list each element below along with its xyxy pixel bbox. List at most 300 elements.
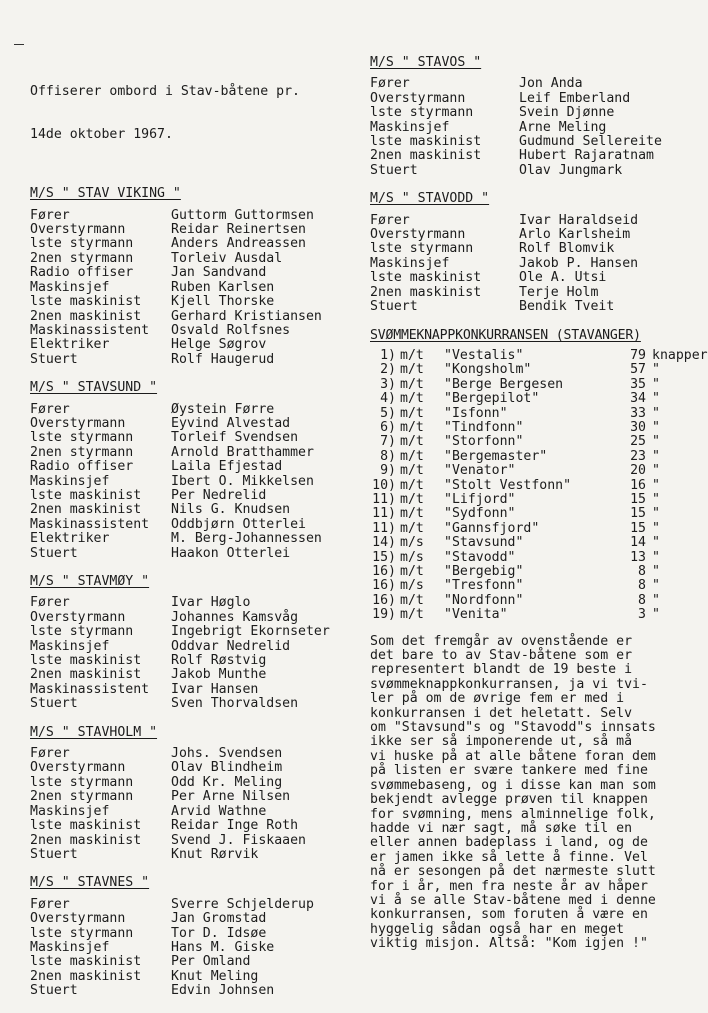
crew-row (30, 819, 360, 833)
ranking-row (370, 464, 692, 478)
crew-name: Gudmund Sellereite (519, 134, 662, 150)
crew-role: Stuert (30, 351, 78, 367)
crew-role: Overstyrmann (30, 222, 126, 238)
left-ship-list (30, 187, 360, 998)
crew-row (370, 214, 692, 228)
ranking-row (370, 551, 692, 565)
rank-number: 2) (380, 362, 396, 378)
vessel-type: m/s (400, 535, 424, 551)
ship-title: M/S " STAV VIKING " (30, 186, 181, 202)
crew-row (30, 518, 360, 532)
crew-role: Stuert (30, 846, 78, 862)
count-unit: " (652, 376, 660, 392)
crew-name: Jan Gromstad (171, 911, 267, 927)
ship-title: M/S " STAVNES " (30, 875, 150, 891)
crew-name: Per Omland (171, 954, 251, 970)
ship-title: M/S " STAVODD " (370, 191, 490, 207)
crew-role: lste styrmann (30, 925, 134, 941)
crew-name: Per Nedrelid (171, 487, 267, 503)
ranking-row (370, 347, 708, 363)
ranking-row (370, 479, 692, 493)
ranking-row (370, 608, 692, 622)
crew-name: Rolf Haugerud (171, 351, 275, 367)
count-unit: " (652, 564, 660, 579)
crew-role: 2nen maskinist (30, 968, 142, 984)
button-count: 33 (630, 405, 646, 421)
margin-dash (14, 44, 24, 45)
crew-role: 2nen maskinist (30, 832, 142, 848)
ship-name: "Stolt Vestfonn" (444, 477, 572, 493)
crew-role: Overstyrmann (30, 760, 126, 776)
crew-name: Per Arne Nilsen (171, 789, 291, 805)
count-unit: " (652, 607, 660, 623)
vessel-type: m/t (400, 405, 424, 421)
vessel-type: m/t (400, 463, 424, 479)
crew-row (30, 431, 360, 445)
crew-row (30, 654, 360, 668)
paragraph-line: konkurransen i det heletatt. Selv (370, 705, 633, 721)
crew-role: 2nen maskinist (370, 284, 482, 300)
count-unit: " (652, 391, 660, 407)
crew-row (30, 324, 360, 338)
crew-role: lste styrmann (30, 624, 134, 640)
button-count: 79 (630, 347, 646, 363)
rank-number: 16) (372, 564, 396, 579)
button-count: 3 (638, 607, 646, 623)
crew-row (370, 257, 692, 271)
ship-name: "Tindfonn" (444, 419, 524, 435)
button-count: 57 (630, 362, 646, 378)
vessel-type: m/t (400, 564, 424, 579)
count-unit: " (652, 362, 660, 378)
crew-name: Knut Rørvik (171, 846, 259, 862)
ship-name: "Sydfonn" (444, 506, 516, 522)
paragraph-line: eller annen badeplass i land, og de (370, 835, 648, 851)
crew-name: Knut Meling (171, 968, 259, 984)
rank-number: 19) (372, 607, 396, 623)
crew-row (30, 252, 360, 266)
ship-section (30, 187, 360, 367)
crew-row (370, 92, 692, 106)
crew-name: Johannes Kamsvåg (171, 609, 299, 625)
vessel-type: m/t (400, 391, 424, 407)
crew-name: Tor D. Idsøe (171, 925, 267, 941)
crew-name: Torleif Svendsen (171, 430, 299, 446)
button-count: 15 (630, 491, 646, 507)
paragraph-line: representert blandt de 19 beste i (370, 662, 633, 678)
vessel-type: m/s (400, 578, 424, 594)
crew-name: Reidar Inge Roth (171, 818, 299, 834)
crew-role: Fører (30, 746, 70, 762)
crew-row (30, 503, 360, 517)
rank-number: 15) (372, 549, 396, 565)
ranking-row (370, 450, 692, 464)
paragraph-line: nå er sesongen på det nærmeste slutt (370, 864, 656, 880)
count-unit: " (652, 448, 660, 464)
ranking-row (370, 363, 692, 377)
rank-number: 1) (380, 347, 396, 363)
crew-row (370, 300, 692, 314)
crew-name: Ruben Karlsen (171, 279, 275, 295)
rank-number: 9) (380, 463, 396, 479)
ranking-row (370, 536, 692, 550)
paragraph-line: på listen er svære tankere med fine (370, 763, 648, 779)
crew-name: Ibert O. Mikkelsen (171, 473, 314, 489)
crew-role: 2nen maskinist (30, 502, 142, 518)
crew-name: Laila Efjestad (171, 459, 283, 475)
ship-section (30, 575, 360, 712)
crew-name: Bendik Tveit (519, 299, 615, 315)
rank-number: 4) (380, 391, 396, 407)
crew-role: 2nen styrmann (30, 789, 134, 805)
crew-role: Stuert (30, 696, 78, 712)
crew-name: Terje Holm (519, 284, 599, 300)
crew-name: Arvid Wathne (171, 803, 267, 819)
crew-role: lste maskinist (30, 294, 142, 310)
ranking-row (370, 579, 692, 593)
count-unit: " (652, 549, 660, 565)
crew-row (30, 403, 360, 417)
crew-row (30, 927, 360, 941)
paragraph-line: Som det fremgår av ovenstående er (370, 633, 633, 649)
crew-row (370, 149, 692, 163)
crew-row (30, 532, 360, 546)
crew-row (30, 266, 360, 280)
crew-name: Svend J. Fiskaaen (171, 832, 306, 848)
ship-title: M/S " STAVSUND " (30, 380, 158, 396)
crew-row (30, 489, 360, 503)
rank-number: 11) (372, 520, 396, 536)
rank-number: 11) (372, 491, 396, 507)
crew-role: Radio offiser (30, 265, 134, 281)
crew-role: Stuert (370, 162, 418, 178)
crew-row (370, 106, 692, 120)
button-count: 35 (630, 376, 646, 392)
crew-row (30, 625, 360, 639)
vessel-type: m/t (400, 520, 424, 536)
paragraph-line: svømmebaseng, og i disse kan man som (370, 777, 656, 793)
crew-row (370, 135, 692, 149)
button-count: 23 (630, 448, 646, 464)
ship-name: "Bergemaster" (444, 448, 548, 464)
crew-name: Haakon Otterlei (171, 545, 291, 561)
crew-role: Overstyrmann (30, 609, 126, 625)
intro-line: 14de oktober 1967. (30, 127, 173, 143)
crew-row (30, 310, 360, 324)
crew-name: Ingebrigt Ekornseter (171, 624, 330, 640)
crew-role: lste maskinist (30, 954, 142, 970)
ship-section (370, 56, 692, 178)
crew-row (30, 747, 360, 761)
crew-name: Odd Kr. Meling (171, 774, 283, 790)
crew-name: Arnold Bratthammer (171, 444, 314, 460)
contest-ranking (370, 347, 708, 623)
count-unit: " (652, 463, 660, 479)
crew-role: Overstyrmann (370, 227, 466, 243)
crew-row (30, 446, 360, 460)
crew-row (370, 286, 692, 300)
ship-name: "Stavsund" (444, 535, 524, 551)
crew-role: lste styrmann (30, 236, 134, 252)
vessel-type: m/t (400, 477, 424, 493)
crew-role: Elektriker (30, 531, 110, 547)
button-count: 34 (630, 391, 646, 407)
crew-row (30, 834, 360, 848)
crew-name: Ivar Høglo (171, 595, 251, 611)
right-ship-list (370, 56, 692, 315)
paragraph-line: vi huske på at alle båtene foran dem (370, 748, 656, 764)
crew-row (30, 295, 360, 309)
crew-row (30, 941, 360, 955)
paragraph-line: konkurransen, som foruten å være en (370, 907, 648, 923)
crew-role: 2nen maskinist (370, 148, 482, 164)
intro-line: Offiserer ombord i Stav-båtene pr. (30, 83, 300, 99)
ranking-row (370, 565, 692, 579)
crew-name: Eyvind Alvestad (171, 415, 291, 431)
button-count: 8 (638, 578, 646, 594)
paragraph-line: hyggelig sådan også har en meget (370, 921, 625, 937)
crew-name: Reidar Reinertsen (171, 222, 306, 238)
crew-row (370, 121, 692, 135)
crew-name: Øystein Førre (171, 401, 275, 417)
count-unit: " (652, 506, 660, 522)
crew-role: Overstyrmann (30, 415, 126, 431)
button-count: 13 (630, 549, 646, 565)
vessel-type: m/s (400, 549, 424, 565)
crew-row (30, 237, 360, 251)
paragraph-line: viktig misjon. Altså: "Kom igjen !" (370, 936, 648, 952)
crew-name: Gerhard Kristiansen (171, 308, 322, 324)
ranking-row (370, 493, 692, 507)
crew-row (30, 353, 360, 367)
rank-number: 16) (372, 578, 396, 594)
crew-row (30, 912, 360, 926)
button-count: 15 (630, 506, 646, 522)
crew-role: Maskinassistent (30, 322, 150, 338)
button-count: 15 (630, 520, 646, 536)
crew-role: Fører (370, 76, 410, 92)
paragraph-line: ler på om de øvrige fem er med i (370, 691, 625, 707)
crew-row (30, 898, 360, 912)
right-column (370, 55, 708, 952)
vessel-type: m/t (400, 347, 424, 363)
crew-row (30, 209, 360, 223)
crew-name: Ole A. Utsi (519, 270, 607, 286)
vessel-type: m/t (400, 362, 424, 378)
vessel-type: m/t (400, 607, 424, 623)
crew-name: Sven Thorvaldsen (171, 696, 299, 712)
crew-role: Maskinsjef (370, 119, 450, 135)
ship-name: "Stavodd" (444, 549, 516, 565)
crew-role: Overstyrmann (30, 911, 126, 927)
button-count: 8 (638, 564, 646, 579)
crew-name: Hubert Rajaratnam (519, 148, 654, 164)
crew-role: Fører (370, 212, 410, 228)
count-unit: " (652, 434, 660, 450)
vessel-type: m/t (400, 434, 424, 450)
crew-role: Fører (30, 896, 70, 912)
crew-row (30, 223, 360, 237)
ship-name: "Venator" (444, 463, 516, 479)
crew-name: Kjell Thorske (171, 294, 275, 310)
left-column (30, 56, 360, 1013)
ship-name: "Storfonn" (444, 434, 524, 450)
rank-number: 6) (380, 419, 396, 435)
crew-row (30, 596, 360, 610)
ship-section (30, 726, 360, 863)
crew-role: 2nen styrmann (30, 250, 134, 266)
crew-row (30, 460, 360, 474)
crew-role: Stuert (30, 545, 78, 561)
rank-number: 7) (380, 434, 396, 450)
crew-name: Guttorm Guttormsen (171, 207, 314, 223)
rank-number: 8) (380, 448, 396, 464)
vessel-type: m/t (400, 592, 424, 608)
count-unit: " (652, 535, 660, 551)
button-count: 14 (630, 535, 646, 551)
rank-number: 14) (372, 535, 396, 551)
crew-row (30, 683, 360, 697)
crew-role: lste maskinist (370, 270, 482, 286)
crew-role: Maskinsjef (370, 255, 450, 271)
crew-row (30, 805, 360, 819)
crew-name: Jon Anda (519, 76, 583, 92)
crew-name: Rolf Røstvig (171, 653, 267, 669)
crew-role: Stuert (30, 983, 78, 999)
crew-role: Maskinsjef (30, 279, 110, 295)
count-unit: " (652, 477, 660, 493)
crew-name: Arlo Karlsheim (519, 227, 631, 243)
crew-role: lste maskinist (30, 818, 142, 834)
button-count: 20 (630, 463, 646, 479)
button-count: 30 (630, 419, 646, 435)
crew-row (30, 848, 360, 862)
crew-row (30, 984, 360, 998)
crew-row (370, 242, 692, 256)
crew-row (30, 281, 360, 295)
crew-name: Sverre Schjelderup (171, 896, 314, 912)
ranking-row (370, 378, 692, 392)
crew-role: Maskinsjef (30, 473, 110, 489)
ship-section (370, 192, 692, 314)
crew-name: Jakob P. Hansen (519, 255, 639, 271)
crew-row (30, 955, 360, 969)
crew-row (30, 547, 360, 561)
crew-row (30, 790, 360, 804)
count-unit: " (652, 578, 660, 594)
crew-name: Olav Jungmark (519, 162, 623, 178)
ship-name: "Lifjord" (444, 491, 516, 507)
rank-number: 16) (372, 592, 396, 608)
intro-text (30, 56, 360, 171)
crew-row (30, 640, 360, 654)
crew-name: Svein Djønne (519, 105, 615, 121)
ship-name: "Venita" (444, 607, 508, 623)
ship-name: "Isfonn" (444, 405, 508, 421)
crew-name: Ivar Hansen (171, 681, 259, 697)
crew-name: Jan Sandvand (171, 265, 267, 281)
paragraph-line: ikke ser så imponerende ut, så må (370, 734, 633, 750)
crew-row (30, 417, 360, 431)
count-unit: " (652, 592, 660, 608)
crew-role: lste maskinist (30, 487, 142, 503)
ship-name: "Bergepilot" (444, 391, 540, 407)
crew-role: 2nen styrmann (30, 444, 134, 460)
rank-number: 11) (372, 506, 396, 522)
crew-row (30, 970, 360, 984)
paragraph-line: svømmeknappkonkurransen, ja vi tvi- (370, 676, 648, 692)
crew-role: Elektriker (30, 337, 110, 353)
ranking-row (370, 522, 692, 536)
ship-section (30, 876, 360, 998)
paragraph-line: vi å se alle Stav-båtene med i denne (370, 892, 656, 908)
crew-name: Arne Meling (519, 119, 607, 135)
vessel-type: m/t (400, 376, 424, 392)
ranking-row (370, 392, 692, 406)
crew-role: Fører (30, 401, 70, 417)
vessel-type: m/t (400, 448, 424, 464)
crew-name: Osvald Rolfsnes (171, 322, 291, 338)
paragraph-line: for i år, men fra neste år av håper (370, 878, 648, 894)
crew-row (30, 668, 360, 682)
ship-name: "Berge Bergesen (444, 376, 564, 392)
crew-row (30, 776, 360, 790)
crew-row (370, 228, 692, 242)
crew-name: Anders Andreassen (171, 236, 306, 252)
crew-role: Fører (30, 595, 70, 611)
button-count: 16 (630, 477, 646, 493)
swim-contest (370, 327, 708, 623)
commentary-paragraph (370, 635, 692, 952)
crew-name: Rolf Blomvik (519, 241, 615, 257)
crew-role: lste maskinist (370, 134, 482, 150)
crew-row (30, 761, 360, 775)
rank-number: 3) (380, 376, 396, 392)
ship-title: M/S " STAVHOLM " (30, 724, 158, 740)
crew-role: Maskinsjef (30, 803, 110, 819)
crew-role: 2nen maskinist (30, 308, 142, 324)
crew-row (30, 611, 360, 625)
crew-name: Nils G. Knudsen (171, 502, 291, 518)
crew-row (370, 164, 692, 178)
paragraph-line: er jamen ikke så lette å finne. Vel (370, 849, 648, 865)
crew-row (30, 697, 360, 711)
ship-section (30, 381, 360, 561)
crew-role: Fører (30, 207, 70, 223)
crew-row (370, 271, 692, 285)
crew-row (370, 77, 692, 91)
ship-title: M/S " STAVMØY " (30, 574, 150, 589)
crew-role: lste styrmann (30, 430, 134, 446)
count-unit: " (652, 419, 660, 435)
crew-role: lste styrmann (370, 241, 474, 257)
crew-name: Oddbjørn Otterlei (171, 516, 306, 532)
crew-role: Maskinsjef (30, 939, 110, 955)
crew-name: Oddvar Nedrelid (171, 638, 291, 654)
ranking-row (370, 594, 692, 608)
button-count: 8 (638, 592, 646, 608)
ship-name: "Tresfonn" (444, 578, 524, 594)
crew-row (30, 475, 360, 489)
crew-role: 2nen maskinist (30, 667, 142, 683)
crew-name: Johs. Svendsen (171, 746, 283, 762)
ship-name: "Vestalis" (444, 347, 524, 363)
crew-role: lste styrmann (370, 105, 474, 121)
crew-role: lste styrmann (30, 774, 134, 790)
crew-role: lste maskinist (30, 653, 142, 669)
ship-name: "Bergebig" (444, 564, 524, 579)
count-unit: " (652, 405, 660, 421)
